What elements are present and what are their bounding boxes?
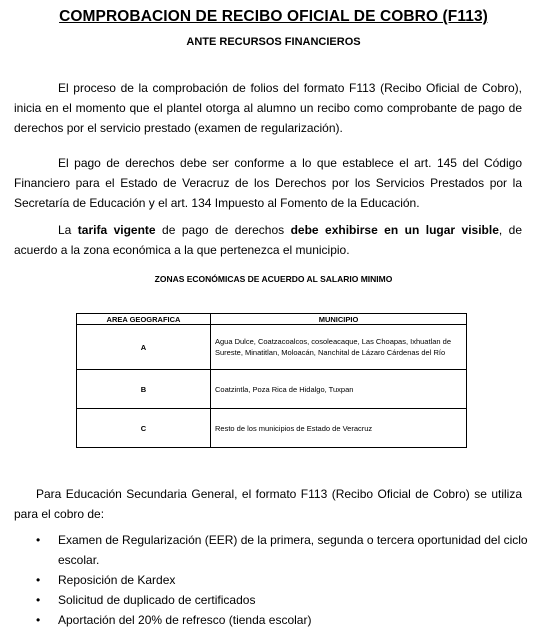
zone-code-cell: A — [77, 325, 211, 370]
bullet-icon: • — [36, 613, 41, 627]
municipio-cell: Agua Dulce, Coatzacoalcos, cosoleacaque, Las Choapas, Ixhuatlan de Sureste, Minatitlan, Moloacán, Nanchital de Lázaro Cárdenas del Río — [211, 325, 467, 370]
tariff-text-2: de pago de derechos — [155, 223, 291, 237]
list-item-text: Aportación del 20% de refresco (tienda escolar) — [58, 613, 312, 627]
list-item — [14, 590, 529, 610]
table-row — [77, 370, 467, 409]
list-item-text: Examen de Regularización (EER) de la primera, segunda o tercera oportunidad del ciclo escolar. — [58, 533, 528, 567]
municipio-cell: Coatzintla, Poza Rica de Hidalgo, Tuxpan — [211, 370, 467, 409]
table-row — [77, 325, 467, 370]
paragraph-f113-usage: Para Educación Secundaria General, el formato F113 (Recibo Oficial de Cobro) se utiliza para el cobro de: — [14, 487, 522, 521]
list-item — [14, 570, 529, 590]
uses-list — [14, 530, 529, 630]
zones-table-header-row — [77, 314, 467, 325]
list-item — [14, 610, 529, 630]
bullet-icon: • — [36, 533, 41, 547]
municipio-cell: Resto de los municipios de Estado de Veracruz — [211, 409, 467, 448]
bullet-icon: • — [36, 573, 41, 587]
column-header-municipio: MUNICIPIO — [211, 314, 467, 325]
tariff-bold-1: tarifa vigente — [77, 223, 156, 237]
zones-table-heading: ZONAS ECONÓMICAS DE ACUERDO AL SALARIO MINIMO — [154, 274, 393, 284]
column-header-area: AREA GEOGRAFICA — [77, 314, 211, 325]
zone-code-cell: C — [77, 409, 211, 448]
zone-code-cell: B — [77, 370, 211, 409]
document-title: COMPROBACION DE RECIBO OFICIAL DE COBRO (F113) — [59, 8, 488, 25]
paragraph-payment-rules: El pago de derechos debe ser conforme a lo que establece el art. 145 del Código Financiero para el Estado de Veracruz de los Derechos por los Servicios Prestados por la Secretaría de Educación y el art. 134 Impuesto al Fomento de la Educación. — [14, 156, 522, 210]
tariff-text-3: , de acuerdo a la zona económica a la que pertenezca el municipio. — [14, 223, 522, 257]
paragraph-tariff — [14, 220, 522, 260]
tariff-bold-2: debe exhibirse en un lugar visible — [290, 223, 499, 237]
list-item-text: Reposición de Kardex — [58, 573, 176, 587]
tariff-text-1: La — [58, 223, 78, 237]
table-row — [77, 409, 467, 448]
zones-table — [76, 313, 467, 448]
list-item — [14, 530, 529, 570]
list-item-text: Solicitud de duplicado de certificados — [58, 593, 256, 607]
bullet-icon: • — [36, 593, 41, 607]
document-subtitle: ANTE RECURSOS FINANCIEROS — [186, 36, 361, 48]
paragraph-process: El proceso de la comprobación de folios del formato F113 (Recibo Oficial de Cobro), inicia en el momento que el plantel otorga al alumno un recibo como comprobante de pago de derechos por el servicio prestado (examen de regularización). — [14, 81, 522, 135]
